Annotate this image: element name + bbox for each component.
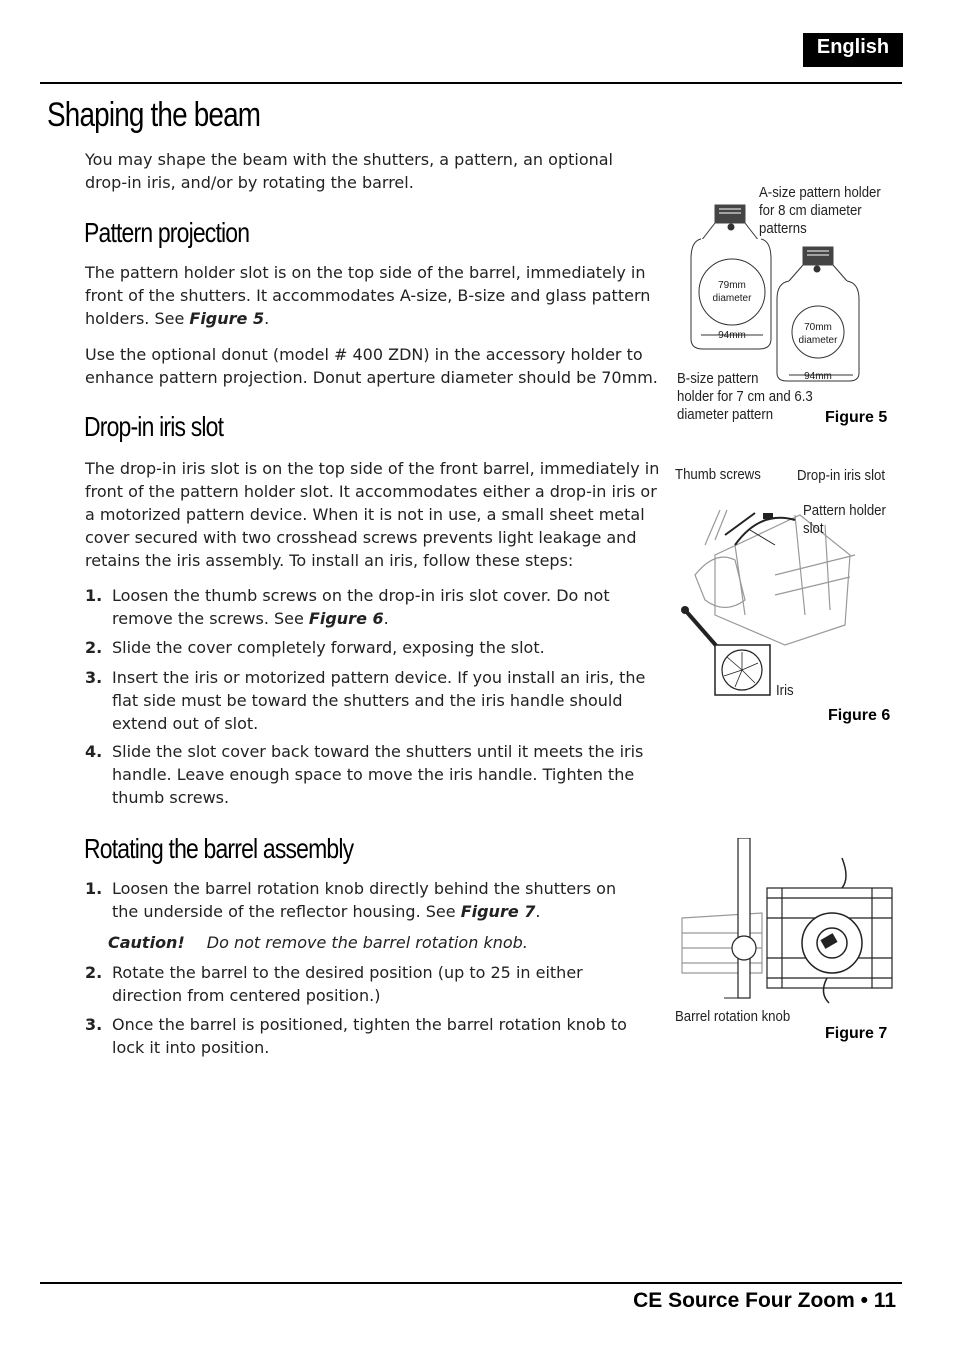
figure-7-reference: Figure 7 <box>460 902 536 921</box>
iris-slot-heading: Drop-in iris slot <box>84 411 224 442</box>
figure-6-reference: Figure 6 <box>308 609 384 628</box>
figure-7-caption: Figure 7 <box>825 1025 888 1042</box>
header-rule <box>40 82 902 84</box>
pattern-projection-heading: Pattern projection <box>84 217 250 248</box>
figure-5-caption: Figure 5 <box>825 409 888 426</box>
figure-7-barrel-rotation-illustration <box>672 838 902 1013</box>
figure-7-barrel-rotation-knob-label: Barrel rotation knob <box>675 1008 791 1025</box>
figure-5-a-size-label: A-size pattern holder for 8 cm diameter patterns <box>759 184 881 237</box>
caution-note: Caution! Do not remove the barrel rotation knob. <box>108 933 528 952</box>
intro-paragraph: You may shape the beam with the shutters, a pattern, an optional drop-in iris, and/or by rotating the barrel. <box>85 150 613 192</box>
figure-5-reference: Figure 5 <box>189 309 265 328</box>
footer-rule <box>40 1282 902 1284</box>
figure-5-a-width: 94mm <box>718 330 746 341</box>
iris-paragraph: The drop-in iris slot is on the top side of the front barrel, immediately in front of the pattern holder slot. It accommodates either a drop-in iris or a motorized pattern device. When it is not in use, a small sheet metal cover secured with two crosshead screws prevents light leakage and retains the iris assembly. To install an iris, follow these steps: <box>85 459 660 570</box>
figure-5-b-diameter: 70mm diameter <box>798 322 838 346</box>
figure-6-iris-label: Iris <box>776 682 794 699</box>
language-badge: English <box>803 33 903 67</box>
page-title: Shaping the beam <box>47 96 261 134</box>
figure-6-pattern-holder-slot-label: Pattern holder slot <box>803 502 886 537</box>
figure-6-caption: Figure 6 <box>828 707 891 724</box>
pattern-paragraph-1: The pattern holder slot is on the top side of the barrel, immediately in front of the shutters. It accommodates A-size, B-size and glass pattern holders. See Figure 5. <box>85 263 651 328</box>
pattern-paragraph-2: Use the optional donut (model # 400 ZDN) in the accessory holder to enhance pattern projection. Donut aperture diameter should be 70mm. <box>85 345 658 387</box>
barrel-heading: Rotating the barrel assembly <box>84 833 354 864</box>
figure-6-drop-in-iris-slot-label: Drop-in iris slot <box>797 467 886 484</box>
figure-5-b-size-label: B-size pattern holder for 7 cm and 6.3 diameter pattern <box>677 370 813 423</box>
figure-5-b-width: 94mm <box>804 371 832 382</box>
footer-product-page: CE Source Four Zoom • 11 <box>633 1289 896 1312</box>
figure-6-thumb-screws-label: Thumb screws <box>675 466 761 483</box>
figure-5-a-diameter: 79mm diameter <box>712 280 752 304</box>
